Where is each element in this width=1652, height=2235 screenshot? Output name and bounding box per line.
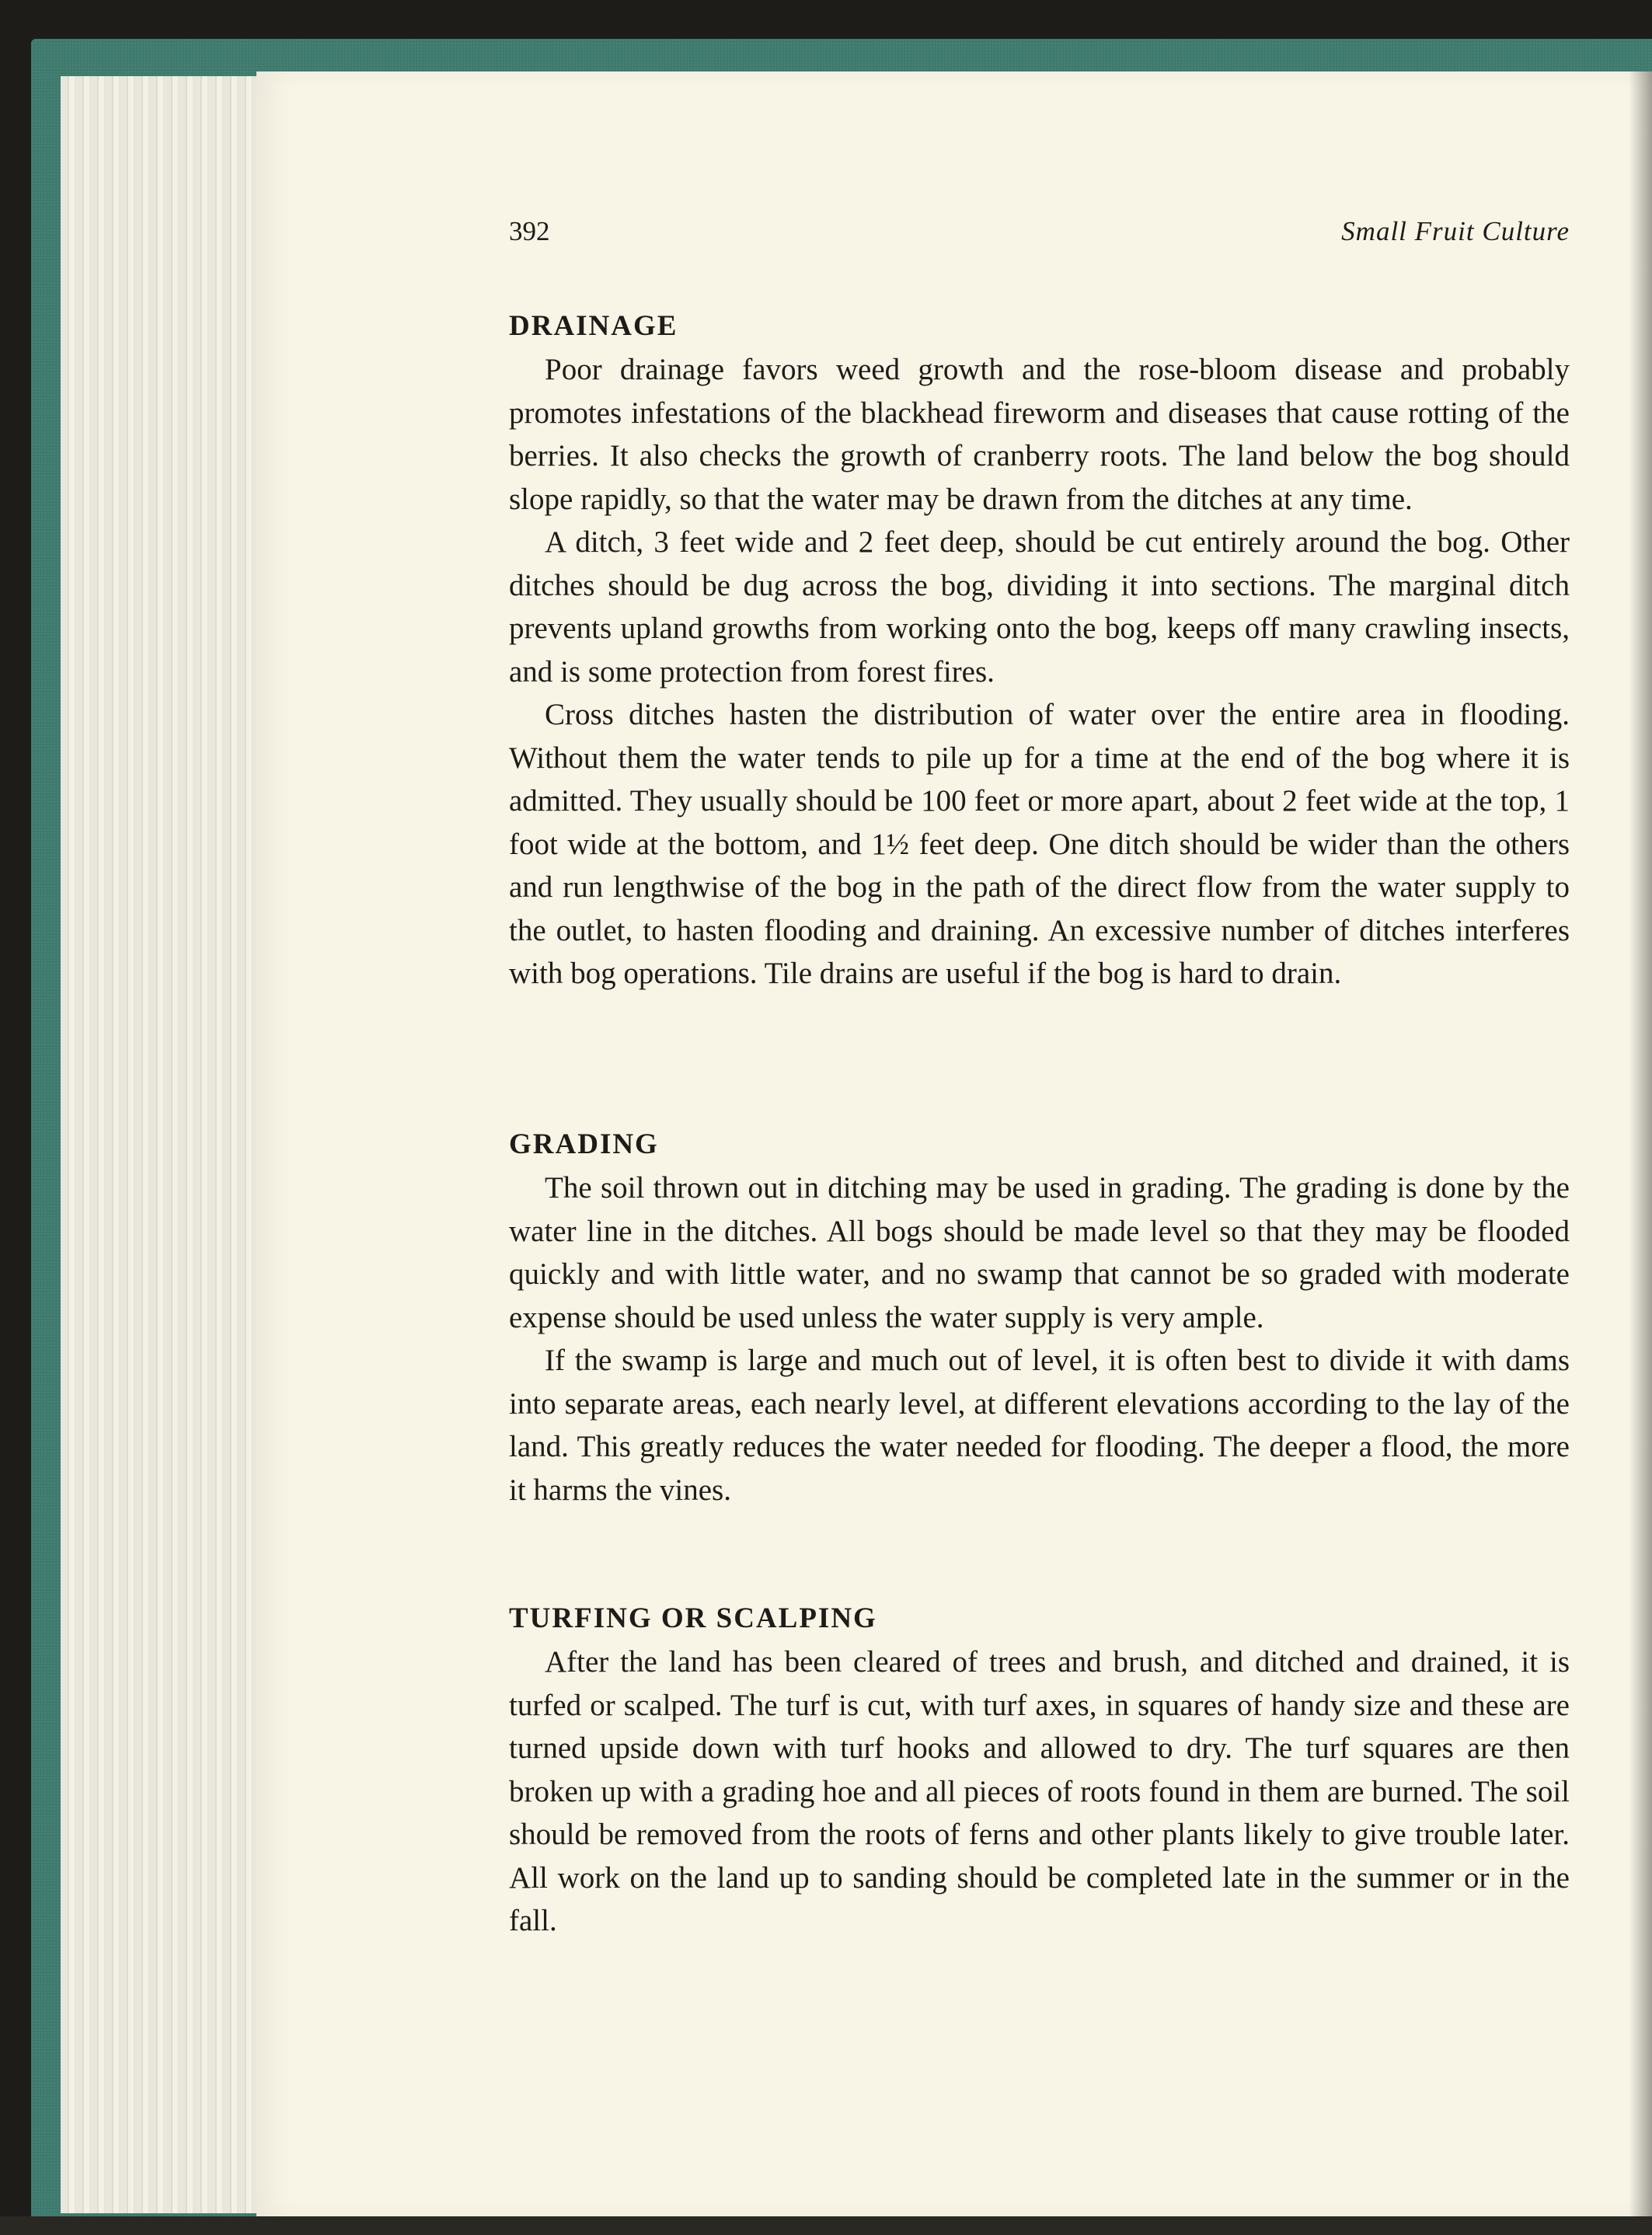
section-heading: GRADING <box>509 1128 659 1160</box>
section-turfing <box>509 1597 1570 1943</box>
bottom-edge <box>0 2216 1652 2235</box>
paragraph: If the swamp is large and much out of level, it is often best to divide it with dams into separate areas, each nearly level, at different elevations according to the lay of the land. This greatly reduces the water needed for flooding. The deeper a flood, the more it harms the vines. <box>509 1344 1570 1507</box>
gutter-shadow <box>1629 71 1652 2216</box>
page-number: 392 <box>509 216 550 246</box>
running-head <box>509 216 1570 255</box>
paragraph: Poor drainage favors weed growth and the rose-bloom disease and probably promotes infestations of the blackhead fireworm and diseases that cause rotting of the berries. It also checks the growth of cranberry roots. The land below the bog should slope rapidly, so that the water may be drawn from the ditches at any time. <box>509 353 1570 516</box>
section-heading: TURFING OR SCALPING <box>509 1602 877 1634</box>
paragraph: The soil thrown out in ditching may be used in grading. The grading is done by the water line in the ditches. All bogs should be made level so that they may be flooded quickly and with little water, and no swamp that cannot be so graded with moderate expense should be used unless the water supply is very ample. <box>509 1171 1570 1334</box>
book-title: Small Fruit Culture <box>1341 216 1570 246</box>
paragraph: A ditch, 3 feet wide and 2 feet deep, should be cut entirely around the bog. Other ditches should be dug across the bog, dividing it into sections. The marginal ditch prevents upland growths from working onto the bog, keeps off many crawling insects, and is some protection from forest fires. <box>509 525 1570 689</box>
section-drainage <box>509 305 1570 995</box>
paragraph: After the land has been cleared of trees and brush, and ditched and drained, it is turfed or scalped. The turf is cut, with turf axes, in squares of handy size and these are turned upside down with turf hooks and allowed to dry. The turf squares are then broken up with a grading hoe and all pieces of roots found in them are burned. The soil should be removed from the roots of ferns and other plants likely to give trouble later. All work on the land up to sanding should be completed late in the summer or in the fall. <box>509 1645 1570 1937</box>
section-grading <box>509 1123 1570 1512</box>
section-heading: DRAINAGE <box>509 310 678 342</box>
paragraph: Cross ditches hasten the distribution of water over the entire area in flooding. Without them the water tends to pile up for a time at the end of the bog where it is admitted. They usually should be 100 feet or more apart, about 2 feet wide at the top, 1 foot wide at the bottom, and 1½ feet deep. One ditch should be wider than the others and run lengthwise of the bog in the path of the direct flow from the water supply to the outlet, to hasten flooding and draining. An excessive number of ditches interferes with bog operations. Tile drains are useful if the bog is hard to drain. <box>509 698 1570 990</box>
